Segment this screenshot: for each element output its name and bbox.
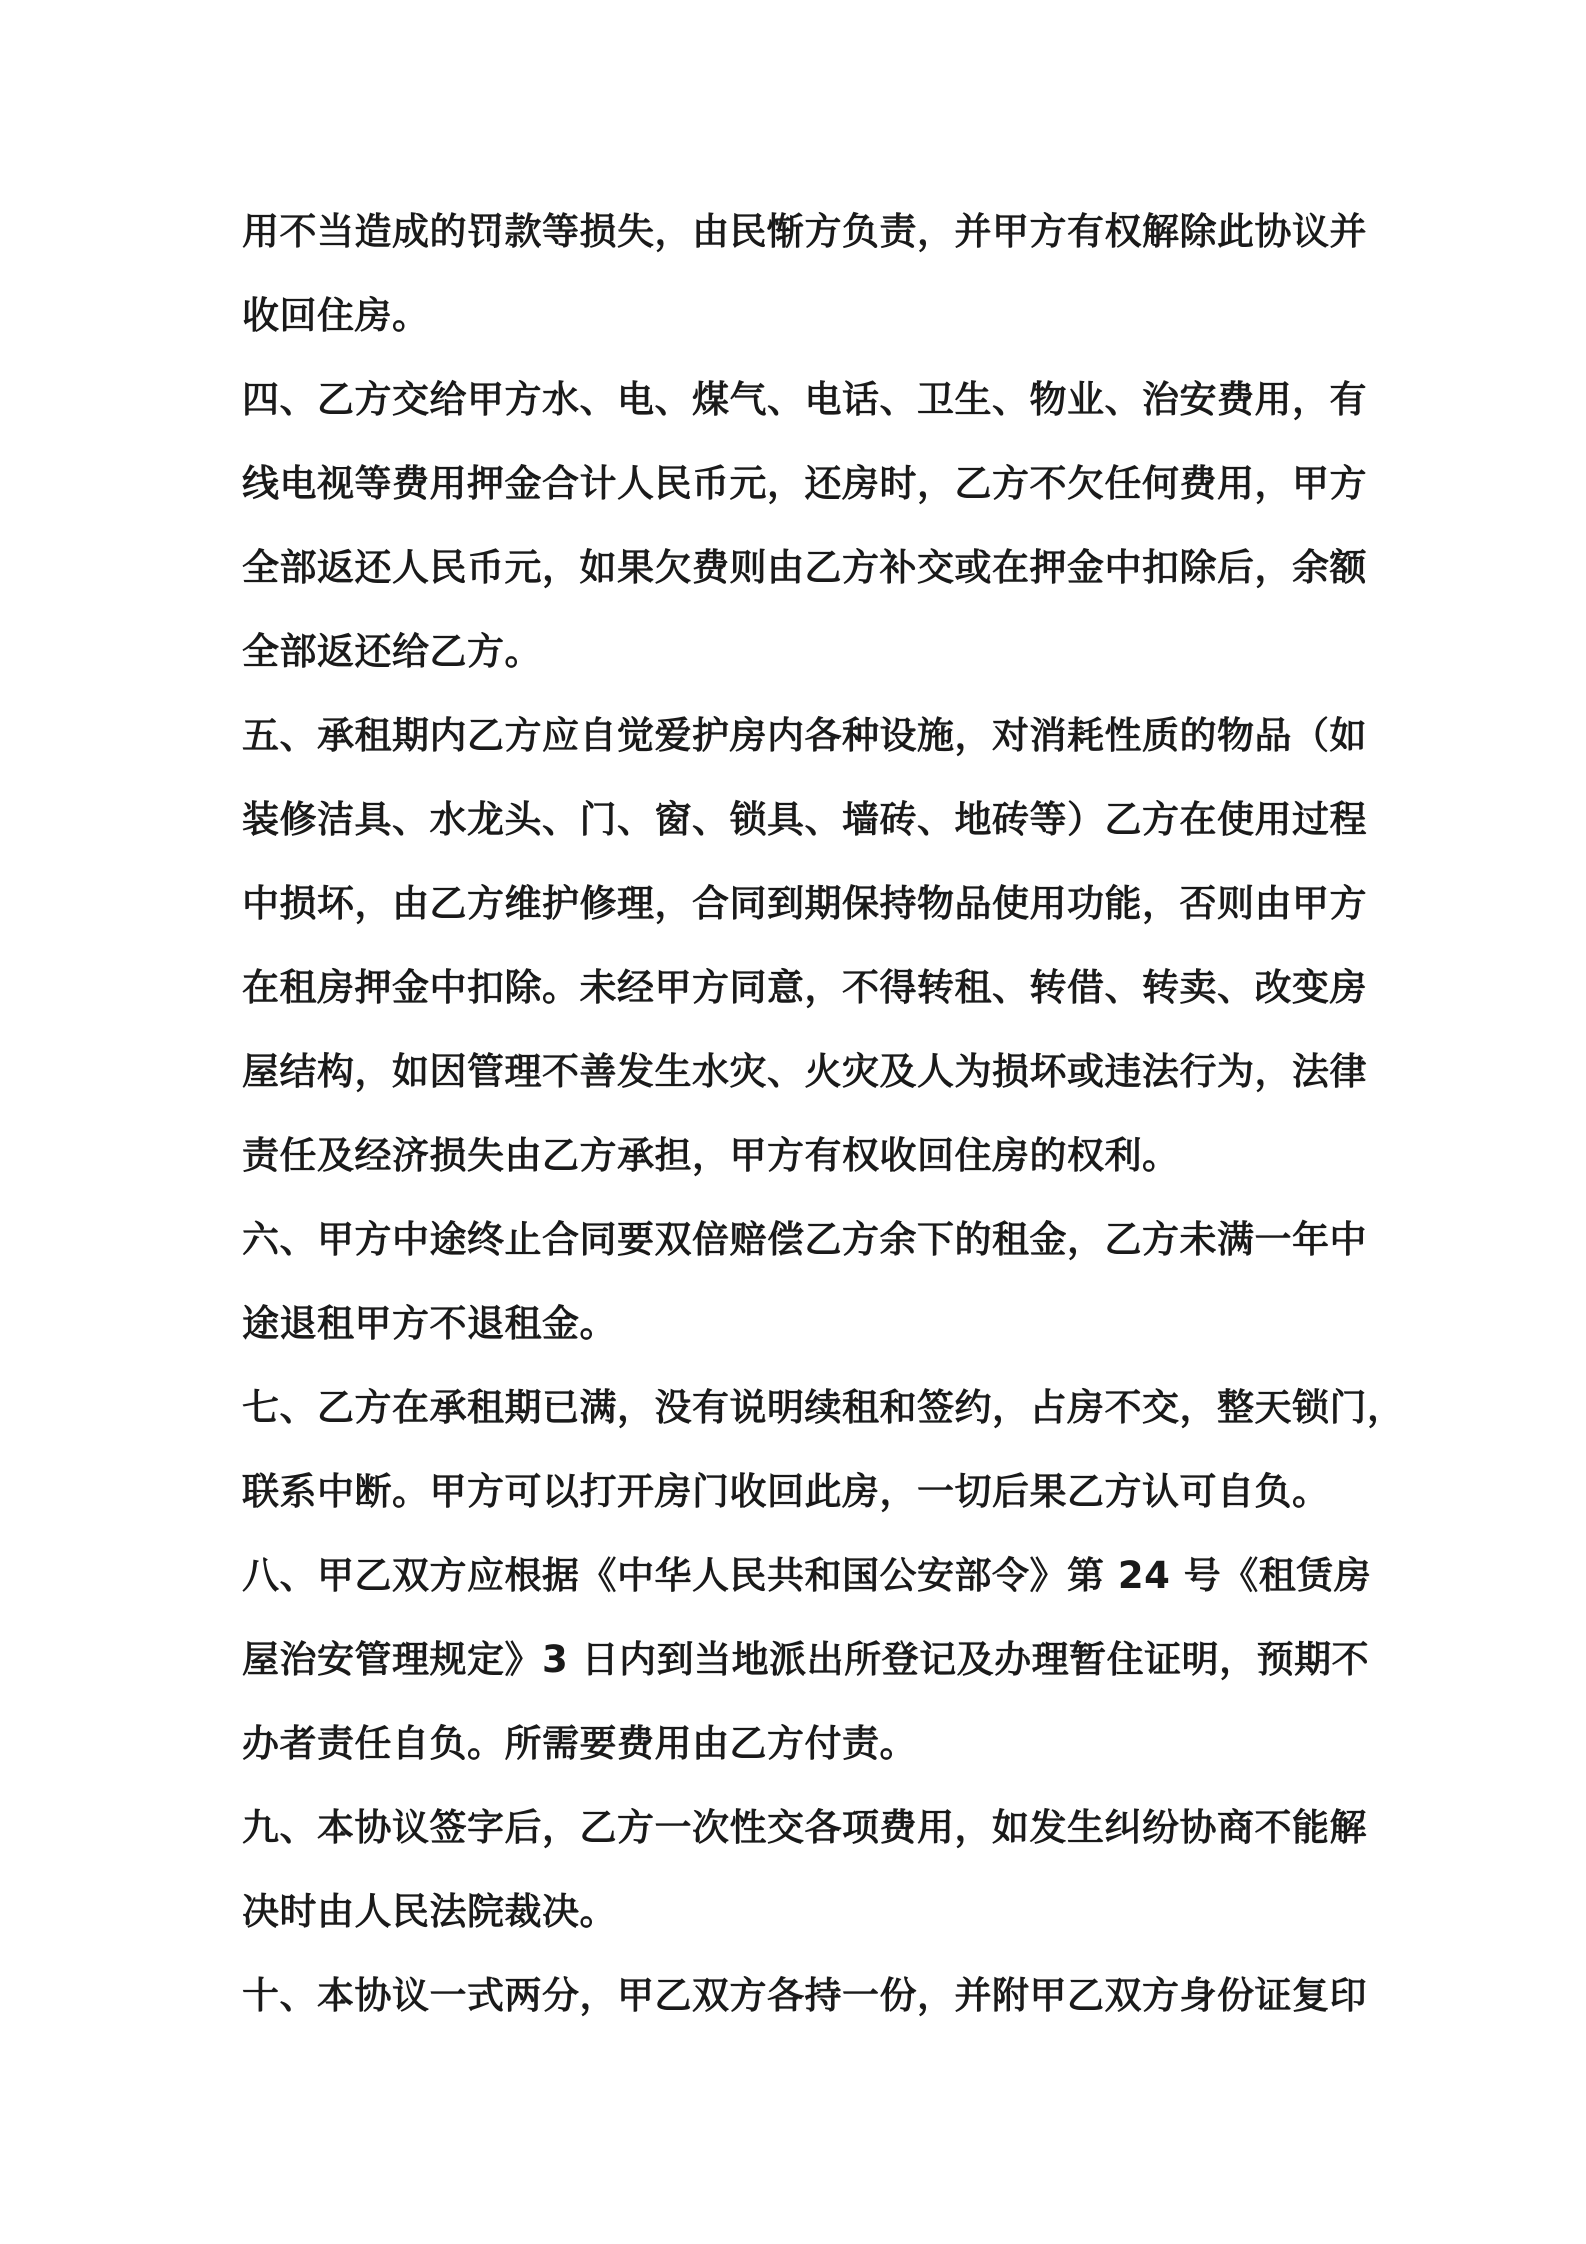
- text-line: 六、甲方中途终止合同要双倍赔偿乙方余下的租金，乙方未满一年中: [242, 1218, 1367, 1261]
- text-line: 中损坏，由乙方维护修理，合同到期保持物品使用功能，否则由甲方: [242, 882, 1367, 925]
- text-line: 十、本协议一式两分，甲乙双方各持一份，并附甲乙双方身份证复印: [242, 1974, 1367, 2017]
- text-line: 四、乙方交给甲方水、电、煤气、电话、卫生、物业、治安费用，有: [242, 378, 1367, 421]
- text-line: 七、乙方在承租期已满，没有说明续租和签约，占房不交，整天锁门，: [242, 1386, 1405, 1429]
- text-line: 责任及经济损失由乙方承担，甲方有权收回住房的权利。: [242, 1134, 1180, 1177]
- paragraph-continuation: [242, 190, 1367, 358]
- clause-9: [242, 1786, 1367, 1954]
- text-line: 全部返还人民币元，如果欠费则由乙方补交或在押金中扣除后，余额: [242, 546, 1367, 589]
- clause-5: [242, 694, 1367, 1198]
- text-line: 收回住房。: [242, 294, 430, 337]
- text-line: 在租房押金中扣除。未经甲方同意，不得转租、转借、转卖、改变房: [242, 966, 1367, 1009]
- text-line: 九、本协议签字后，乙方一次性交各项费用，如发生纠纷协商不能解: [242, 1806, 1367, 1849]
- clause-4: [242, 358, 1367, 694]
- clause-6: [242, 1198, 1367, 1366]
- text-line: 八、甲乙双方应根据《中华人民共和国公安部令》第 24 号《租赁房: [242, 1554, 1372, 1597]
- text-line: 用不当造成的罚款等损失，由民惭方负责，并甲方有权解除此协议并: [242, 210, 1367, 253]
- text-line: 途退租甲方不退租金。: [242, 1302, 617, 1345]
- document-body: [242, 190, 1405, 2038]
- text-line: 线电视等费用押金合计人民币元，还房时，乙方不欠任何费用，甲方: [242, 462, 1367, 505]
- text-line: 全部返还给乙方。: [242, 630, 542, 673]
- text-line: 屋治安管理规定》3 日内到当地派出所登记及办理暂住证明，预期不: [242, 1638, 1370, 1681]
- clause-10: [242, 1954, 1367, 2038]
- clause-8: [242, 1534, 1372, 1786]
- text-line: 联系中断。甲方可以打开房门收回此房，一切后果乙方认可自负。: [242, 1470, 1330, 1513]
- text-line: 屋结构，如因管理不善发生水灾、火灾及人为损坏或违法行为，法律: [242, 1050, 1367, 1093]
- text-line: 五、承租期内乙方应自觉爱护房内各种设施，对消耗性质的物品（如: [242, 714, 1367, 757]
- text-line: 办者责任自负。所需要费用由乙方付责。: [242, 1722, 917, 1765]
- clause-7: [242, 1366, 1405, 1534]
- text-line: 决时由人民法院裁决。: [242, 1890, 617, 1933]
- text-line: 装修洁具、水龙头、门、窗、锁具、墙砖、地砖等）乙方在使用过程: [242, 798, 1367, 841]
